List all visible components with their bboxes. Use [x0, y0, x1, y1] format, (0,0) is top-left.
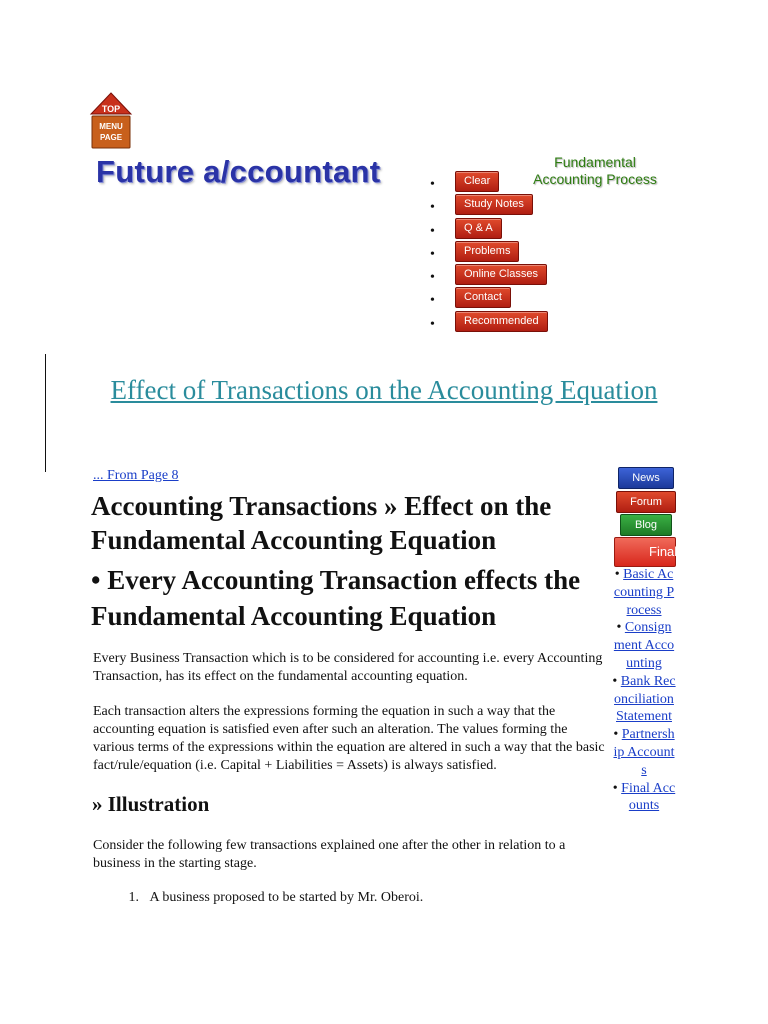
- nav-button-recommended[interactable]: Recommended: [455, 311, 548, 332]
- sidebar-link-item: [612, 673, 676, 726]
- from-page-link[interactable]: ... From Page 8: [93, 468, 179, 483]
- list-item-number: 1.: [128, 890, 139, 905]
- nav-bullet: •: [430, 316, 435, 332]
- sidebar-bullet: •: [612, 673, 618, 689]
- nav-bullet: •: [430, 246, 435, 262]
- top-menu-page-badge[interactable]: [90, 92, 132, 150]
- paragraph-illustration: Consider the following few transactions explained one after the other in relation to a business in the starting stage.: [93, 838, 566, 871]
- nav-button-qa[interactable]: Q & A: [455, 218, 502, 239]
- nav-item: [427, 239, 515, 262]
- final-banner-label: Final: [649, 544, 678, 559]
- transaction-list: [93, 890, 423, 906]
- sidebar-link-item: [612, 566, 676, 619]
- sidebar-link-item: [612, 726, 676, 779]
- svg-text:PAGE: PAGE: [99, 133, 123, 142]
- nav-item: [427, 216, 515, 239]
- paragraph-explanation: Each transaction alters the expressions forming the equation in such a way that the accounting equation is satisfied even after such an alteration. The values forming the various terms of the expressions within the equation are altered in such a way that the basic fact/rule/equation (i.e. Capital + Liabilities = Assets) is always satisfied.: [93, 704, 605, 773]
- illustration-heading: » Illustration: [92, 792, 210, 816]
- nav-button-problems[interactable]: Problems: [455, 241, 519, 262]
- nav-button-contact[interactable]: Contact: [455, 287, 511, 308]
- nav-bullet: •: [430, 270, 435, 286]
- site-logo[interactable]: Future a/ccountant: [96, 154, 381, 189]
- sidebar-bullet: •: [613, 727, 619, 743]
- list-item-text: A business proposed to be started by Mr. Oberoi.: [149, 890, 424, 905]
- sidebar-link-consignment-accounting[interactable]: Consignment Accounting: [613, 620, 675, 671]
- sidebar-link-basic-accounting-process[interactable]: Basic Accounting Process: [613, 567, 675, 618]
- nav-item: [427, 285, 515, 308]
- final-accounts-banner[interactable]: [614, 537, 676, 567]
- sidebar-link-final-accounts[interactable]: Final Accounts: [621, 780, 676, 814]
- main-heading: Accounting Transactions » Effect on the Fundamental Accounting Equation: [91, 491, 552, 555]
- sidebar-link-partnership-accounts[interactable]: Partnership Accounts: [613, 727, 675, 778]
- nav-bullet: •: [430, 223, 435, 239]
- sidebar-links: [612, 566, 676, 815]
- forum-button[interactable]: Forum: [616, 491, 676, 513]
- nav-item: [427, 169, 515, 192]
- sub-heading: • Every Accounting Transaction effects the Fundamental Accounting Equation: [91, 565, 581, 631]
- sidebar-bullet: •: [612, 780, 618, 796]
- sidebar-link-item: [612, 619, 676, 672]
- paragraph-intro: Every Business Transaction which is to be considered for accounting i.e. every Accounting Transaction, has its effect on the fundamental accounting equation.: [93, 651, 603, 684]
- sidebar-link-item: [612, 780, 676, 816]
- blog-button[interactable]: Blog: [620, 514, 672, 536]
- nav-item: [427, 309, 539, 332]
- nav-button-online-classes[interactable]: Online Classes: [455, 264, 547, 285]
- nav-button-clear[interactable]: Clear: [455, 171, 499, 192]
- main-nav-menu: [427, 169, 539, 337]
- list-item: [93, 890, 423, 906]
- nav-item: [427, 262, 538, 286]
- news-button[interactable]: News: [618, 467, 674, 489]
- section-title-graphic: Fundamental Accounting Process: [533, 154, 657, 187]
- nav-bullet: •: [430, 177, 435, 192]
- svg-text:MENU: MENU: [99, 122, 123, 131]
- nav-item: [427, 192, 524, 216]
- page-title[interactable]: Effect of Transactions on the Accounting Equation: [110, 375, 658, 405]
- vertical-divider: [45, 354, 46, 472]
- top-arrow-icon: [90, 92, 132, 150]
- nav-bullet: •: [430, 200, 435, 216]
- nav-bullet: •: [430, 293, 435, 309]
- nav-button-study-notes[interactable]: Study Notes: [455, 194, 533, 215]
- sidebar-link-bank-reconciliation-statement[interactable]: Bank Reconciliation Statement: [614, 673, 676, 725]
- sidebar-bullet: •: [614, 567, 620, 582]
- svg-text:TOP: TOP: [101, 104, 121, 114]
- sidebar-bullet: •: [616, 620, 622, 636]
